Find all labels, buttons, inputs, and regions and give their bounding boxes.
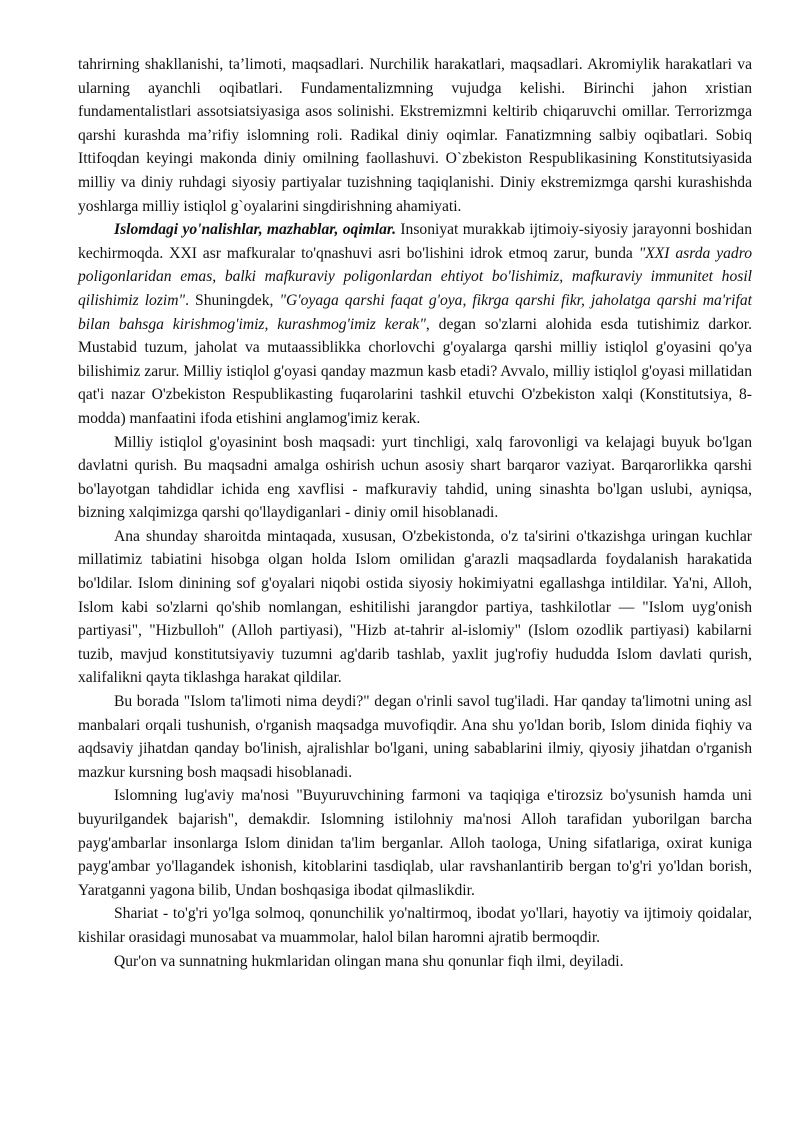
- paragraph-course-goal: Bu borada "Islom ta'limoti nima deydi?" degan o'rinli savol tug'iladi. Har qanday ta'limotni uning asl manbalari orqali tushunish, o'rganish maqsadga muvofiqdir. Ana shu yo'ldan borib, Islom dinida fiqhiy va aqdsaviy jihatdan qanday bo'linish, ajralishlar bo'lgani, uning sabablarini ilmiy, qiyosiy jihatdan o'rganish mazkur kursning bosh maqsadi hisoblanadi.: [78, 693, 752, 781]
- paragraph-text: , degan so'zlarni alohida esda tutishimiz darkor. Mustabid tuzum, jaholat va mutaassiblikka chorlovchi g'oyalarga qarshi milliy istiqlol g'oyasini qo'ya bilishimiz zarur. Milliy istiqlol g'oyasi qanday mazmun kasb etadi? Avvalo, milliy istiqlol g'oyasi millatidan qat'i nazar O'zbekiston Respublikasting fuqarolarini tashkil etuvchi O'zbekiston xalqi (Konstitutsiya, 8-modda) manfaatini ifoda etishini anglamog'imiz kerak.: [78, 315, 752, 427]
- paragraph-islam-directions: [78, 218, 752, 430]
- paragraph-text: . Shuningdek,: [185, 291, 280, 309]
- paragraph-shariat: Shariat - to'g'ri yo'lga solmoq, qonunchilik yo'naltirmoq, ibodat yo'llari, hayotiy va ijtimoiy qoidalar, kishilar orasidagi munosabat va muammolar, halol bilan haromni ajratib bermoqdir.: [78, 905, 752, 946]
- paragraph-main-goal: Milliy istiqlol g'oyasinint bosh maqsadi: yurt tinchligi, xalq farovonligi va kelajagi buyuk bo'lgan davlatni qurish. Bu maqsadni amalga oshirish uchun asosiy shart barqaror vaziyat. Barqarorlikka qarshi bo'layotgan tahdidlar ichida eng xavflisi - mafkuraviy tahdid, uning sinashta bo'lgan uslubi, ayniqsa, bizning xalqimizga qarshi qo'llaydiganlari - diniy omil hisoblanadi.: [78, 433, 752, 522]
- quote-ideological-poligons: "XXI asrda yadro poligonlaridan emas, balki mafkuraviy poligonlardan ehtiyot bo'lishimiz, mafkuraviy immunitet hosil qilishimiz lozim": [78, 244, 752, 309]
- paragraph-text: Insoniyat murakkab ijtimoiy-siyosiy jarayonni boshidan kechirmoqda. XXI asr mafkuralar to'qnashuvi asri bo'lishini idrok etmoq zarur, bunda: [78, 221, 752, 262]
- paragraph-topics: tahrirning shakllanishi, ta’limoti, maqsadlari. Nurchilik harakatlari, maqsadlari. Akromiylik harakatlari va ularning ayanchli oqibatlari. Fundamentalizmning vujudga kelishi. Birinchi jahon xristian fundamentalistlari assotsiatsiyasiga asos solinishi. Ekstremizmni keltirib chiqaruvchi omillar. Terrorizmga qarshi kurashda ma’rifiy islomning roli. Radikal diniy oqimlar. Fanatizmning salbiy oqibatlari. Sobiq Ittifoqdan keyingi makonda diniy omilning faollashuvi. O`zbekiston Respublikasining Konstitutsiyasida milliy va diniy ruhdagi siyosiy partiyalar tuzishning taqiqlanishi. Diniy ekstremizmga qarshi kurashishda yoshlarga milliy istiqlol g`oyalarini singdirishning ahamiyati.: [78, 56, 752, 215]
- paragraph-fiqh: Qur'on va sunnatning hukmlaridan olingan mana shu qonunlar fiqh ilmi, deyiladi.: [114, 952, 624, 970]
- paragraph-regional-forces: Ana shunday sharoitda mintaqada, xususan, O'zbekistonda, o'z ta'sirini o'tkazishga uringan kuchlar millatimiz tabiatini hisobga olgan holda Islom omilidan g'arazli maqsadlarda foydalanish harakatida bo'ldilar. Islom dinining sof g'oyalari niqobi ostida siyosiy hokimiyatni egallashga intildilar. Ya'ni, Alloh, Islom kabi so'zlarni qo'shib nomlangan, eshitilishi jarangdor partiya, tashkilotlar — "Islom uyg'onish partiyasi", "Hizbulloh" (Alloh partiyasi), "Hizb at-tahrir al-islomiy" (Islom ozodlik partiyasi) kabilarni tuzib, mavjud konstitutsiyaviy tuzumni ag'darib tashlab, yaxlit jug'rofiy hududda Islom davlati qurish, xalifalikni qayta tiklashga harakat qildilar.: [78, 527, 752, 687]
- quote-idea-against-idea: "G'oyaga qarshi faqat g'oya, fikrga qarshi fikr, jaholatga qarshi ma'rifat bilan bahsga kirishmog'imiz, kurashmog'imiz kerak": [78, 291, 752, 333]
- paragraph-islam-meaning: Islomning lug'aviy ma'nosi "Buyuruvchining farmoni va taqiqiga e'tirozsiz bo'ysunish hamda uni buyurilgandek bajarish", demakdir. Islomning istilohniy ma'nosi Alloh tarafidan yuborilgan barcha payg'ambarlar insonlarga Islom dinidan ta'lim berganlar. Alloh taologa, Uning sifatlariga, oxirat kuniga payg'ambar yo'llagandek ishonish, kitoblarini tasdiqlab, ular ravshanlantirib bergan to'g'ri yo'ldan borish, Yaratganni yagona bilib, Undan boshqasiga ibodat qilmaslikdir.: [78, 787, 752, 899]
- section-heading: Islomdagi yo'nalishlar, mazhablar, oqimlar.: [114, 221, 397, 239]
